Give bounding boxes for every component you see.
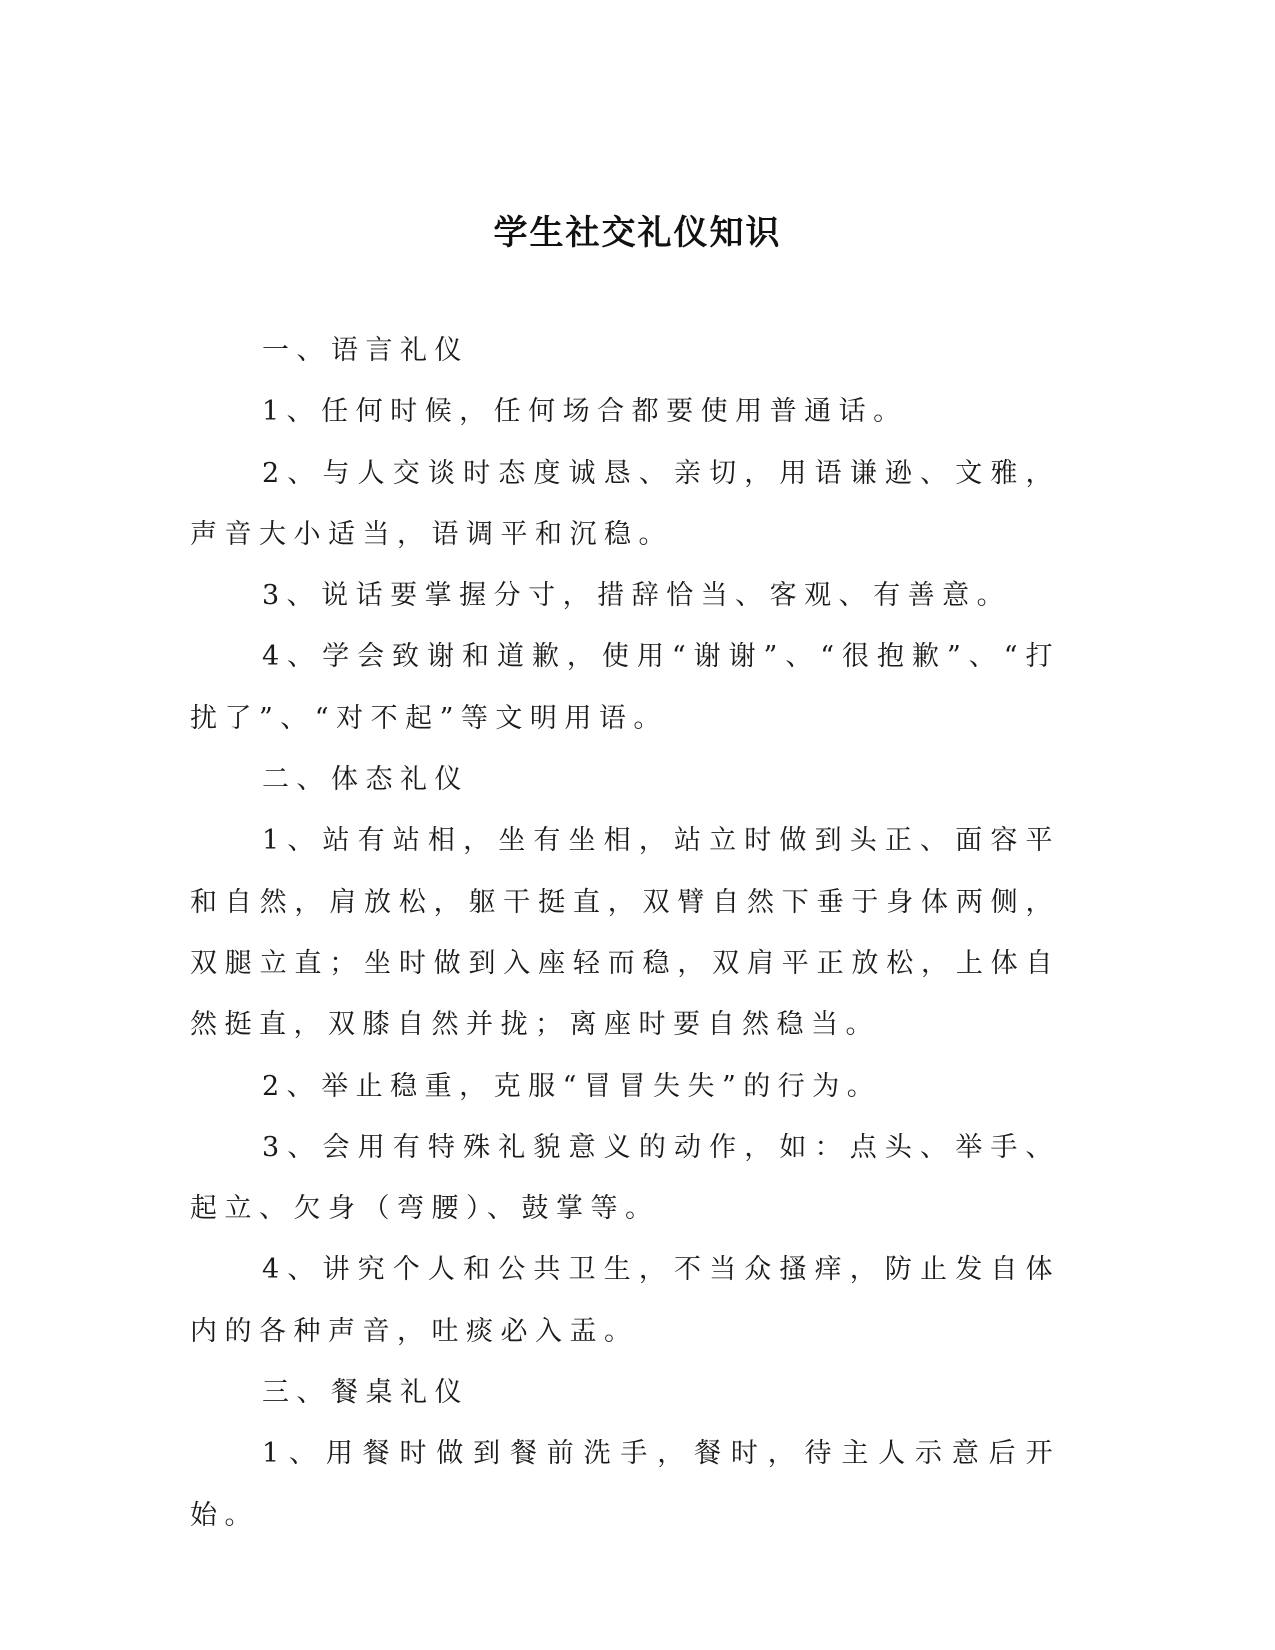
section-heading-posture: 二、体态礼仪 bbox=[262, 764, 469, 796]
paragraph: 4、讲究个人和公共卫生，不当众搔痒，防止发自体内的各种声音，吐痰必入盂。 bbox=[190, 1254, 1060, 1347]
paragraph: 4、学会致谢和道歉，使用“谢谢”、“很抱歉”、“打扰了”、“对不起”等文明用语。 bbox=[190, 641, 1060, 734]
document-title: 学生社交礼仪知识 bbox=[493, 213, 782, 253]
section-heading-dining: 三、餐桌礼仪 bbox=[262, 1377, 469, 1409]
document-body bbox=[190, 320, 1060, 1546]
paragraph: 1、任何时候，任何场合都要使用普通话。 bbox=[262, 396, 908, 428]
paragraph: 3、会用有特殊礼貌意义的动作，如：点头、举手、起立、欠身（弯腰）、鼓掌等。 bbox=[190, 1131, 1060, 1225]
paragraph: 3、说话要掌握分寸，措辞恰当、客观、有善意。 bbox=[262, 580, 1012, 612]
paragraph: 1、站有站相，坐有坐相，站立时做到头正、面容平和自然，肩放松，躯干挺直，双臂自然下垂于身体两侧，双腿立直；坐时做到入座轻而稳，双肩平正放松，上体自然挺直，双膝自然并拢；离座时要自然稳当。 bbox=[190, 825, 1060, 1041]
paragraph: 1、用餐时做到餐前洗手，餐时，待主人示意后开始。 bbox=[190, 1438, 1060, 1531]
section-heading-language: 一、语言礼仪 bbox=[262, 335, 469, 366]
paragraph: 2、与人交谈时态度诚恳、亲切，用语谦逊、文雅，声音大小适当，语调平和沉稳。 bbox=[190, 457, 1060, 550]
paragraph: 2、举止稳重，克服“冒冒失失”的行为。 bbox=[262, 1070, 882, 1102]
